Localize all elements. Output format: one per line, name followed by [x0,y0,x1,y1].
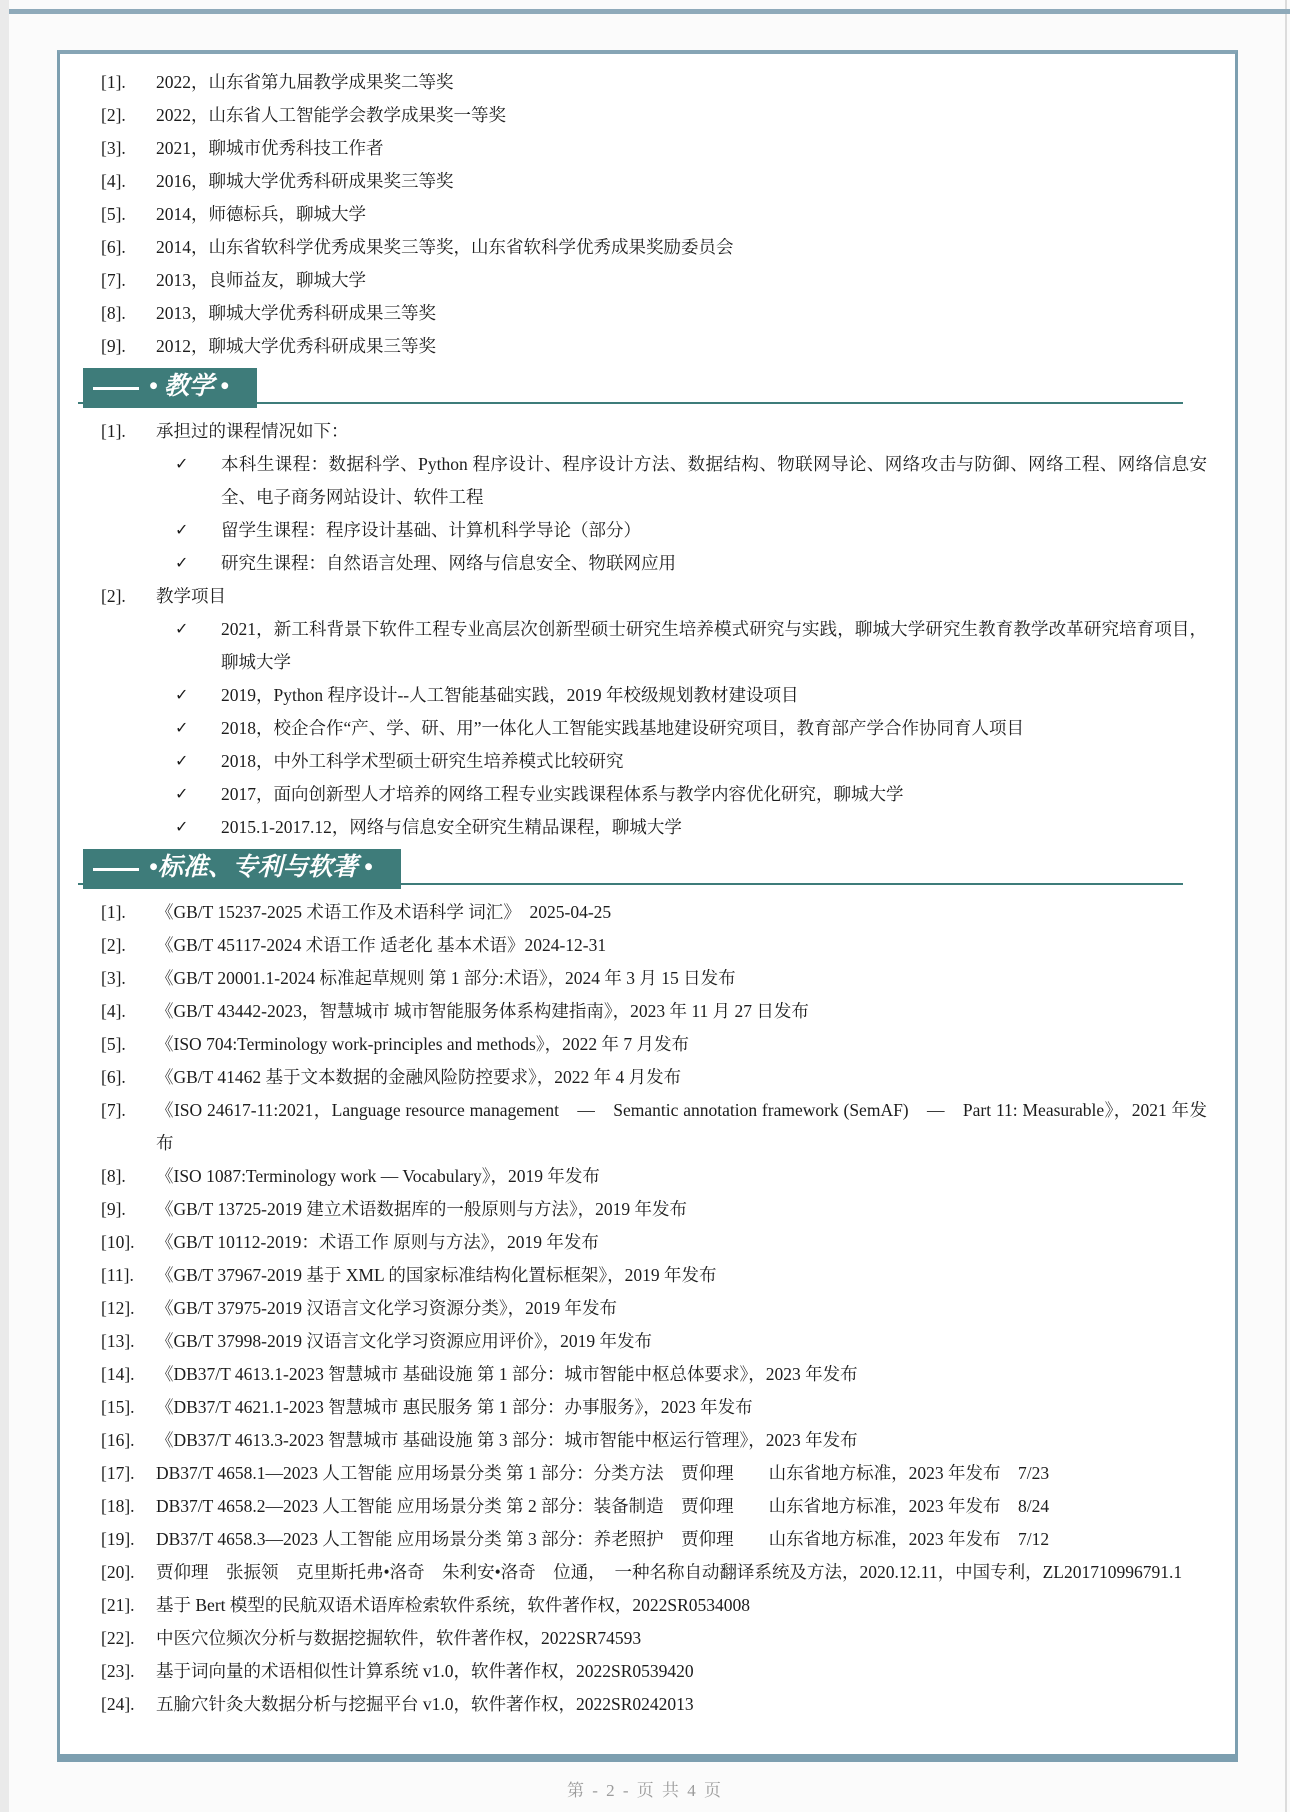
item-number: [4]. [101,171,126,191]
item-marker: ✓ [175,456,189,473]
list-item [101,962,1207,995]
item-number: [17]. [101,1463,135,1483]
item-text: 2012，聊城大学优秀科研成果三等奖 [156,336,436,356]
header-underline-decoration [93,387,139,390]
list-item [101,1094,1207,1160]
item-text: 《GB/T 37967-2019 基于 XML 的国家标准结构化置标框架》，2019 年发布 [156,1265,717,1285]
item-number: [1]. [101,72,126,92]
section-title-standards: •标准、专利与软著 • [149,854,373,881]
list-item [101,995,1207,1028]
item-text: 2022，山东省第九届教学成果奖二等奖 [156,72,454,92]
item-number: [14]. [101,1364,135,1384]
list-item [101,165,1207,198]
item-number: [18]. [101,1496,135,1516]
item-text: 《DB37/T 4613.1-2023 智慧城市 基础设施 第 1 部分：城市智能中枢总体要求》，2023 年发布 [156,1364,858,1384]
item-number: [6]. [101,237,126,257]
list-item [101,66,1207,99]
item-number: [2]. [101,105,126,125]
item-number: [19]. [101,1529,135,1549]
list-item [101,514,1207,547]
item-text: 研究生课程：自然语言处理、网络与信息安全、物联网应用 [221,553,676,573]
list-item [101,132,1207,165]
list-item [101,580,1207,613]
list-item [101,1028,1207,1061]
item-text: DB37/T 4658.3—2023 人工智能 应用场景分类 第 3 部分：养老照护 贾仰理 山东省地方标准，2023 年发布 7/12 [156,1529,1050,1549]
item-text: 《DB37/T 4613.3-2023 智慧城市 基础设施 第 3 部分：城市智能中枢运行管理》，2023 年发布 [156,1430,858,1450]
item-number: [4]. [101,1001,126,1021]
item-text: 留学生课程：程序设计基础、计算机科学导论（部分） [221,520,641,540]
list-item [101,1391,1207,1424]
section-header-teaching [75,368,1207,408]
item-text: 《GB/T 45117-2024 术语工作 适老化 基本术语》2024-12-31 [156,935,607,955]
item-number: [16]. [101,1430,135,1450]
section-title-box [83,368,257,408]
list-item [101,1457,1207,1490]
item-text: 2021，聊城市优秀科技工作者 [156,138,384,158]
item-number: [8]. [101,303,126,323]
section-title-teaching: • 教学 • [149,373,230,400]
list-item [101,1259,1207,1292]
list-item [101,448,1207,514]
item-number: [24]. [101,1694,135,1714]
item-number: [2]. [101,935,126,955]
item-text: DB37/T 4658.1—2023 人工智能 应用场景分类 第 1 部分：分类方法 贾仰理 山东省地方标准，2023 年发布 7/23 [156,1463,1050,1483]
list-item [101,1523,1207,1556]
item-text: 五腧穴针灸大数据分析与挖掘平台 v1.0，软件著作权，2022SR0242013 [156,1694,694,1714]
window-edge-right [1285,0,1287,1812]
item-text: 基于词向量的术语相似性计算系统 v1.0，软件著作权，2022SR0539420 [156,1661,694,1681]
item-number: [13]. [101,1331,135,1351]
document-page [57,50,1238,1762]
item-marker: ✓ [175,621,189,638]
item-number: [22]. [101,1628,135,1648]
section-title-box [83,849,401,889]
item-number: [1]. [101,902,126,922]
item-number: [15]. [101,1397,135,1417]
teaching-list [101,415,1207,844]
list-item [101,264,1207,297]
window-edge-left [0,0,9,1812]
list-item [101,1589,1207,1622]
list-item [101,1424,1207,1457]
list-item [101,778,1207,811]
item-text: 《GB/T 10112-2019：术语工作 原则与方法》，2019 年发布 [156,1232,599,1252]
item-marker: ✓ [175,753,189,770]
item-text: 2014，山东省软科学优秀成果奖三等奖，山东省软科学优秀成果奖励委员会 [156,237,734,257]
item-text: 2018，校企合作“产、学、研、用”一体化人工智能实践基地建设研究项目，教育部产学合作协同育人项目 [221,718,1025,738]
item-text: 《GB/T 41462 基于文本数据的金融风险防控要求》，2022 年 4 月发布 [156,1067,682,1087]
list-item [101,1193,1207,1226]
list-item [101,1358,1207,1391]
item-number: [23]. [101,1661,135,1681]
list-item [101,712,1207,745]
list-item [101,811,1207,844]
item-text: 《GB/T 37998-2019 汉语言文化学习资源应用评价》，2019 年发布 [156,1331,652,1351]
standards-list [101,896,1207,1721]
list-item [101,1556,1207,1589]
item-text: 2017，面向创新型人才培养的网络工程专业实践课程体系与教学内容优化研究，聊城大学 [221,784,904,804]
list-item [101,679,1207,712]
item-text: 《GB/T 20001.1-2024 标准起草规则 第 1 部分:术语》，2024 年 3 月 15 日发布 [156,968,736,988]
list-item [101,745,1207,778]
list-item [101,415,1207,448]
item-marker: ✓ [175,720,189,737]
list-item [101,613,1207,679]
item-text: 2014，师德标兵，聊城大学 [156,204,366,224]
item-marker: ✓ [175,786,189,803]
item-marker: ✓ [175,555,189,572]
item-text: 2013，良师益友，聊城大学 [156,270,366,290]
item-number: [10]. [101,1232,135,1252]
item-text: 基于 Bert 模型的民航双语术语库检索软件系统，软件著作权，2022SR0534008 [156,1595,751,1615]
item-number: [20]. [101,1562,135,1582]
item-number: [11]. [101,1265,134,1285]
list-item [101,198,1207,231]
item-number: [3]. [101,968,126,988]
item-marker: ✓ [175,687,189,704]
item-marker: ✓ [175,522,189,539]
item-text: 《GB/T 43442-2023，智慧城市 城市智能服务体系构建指南》，2023 年 11 月 27 日发布 [156,1001,809,1021]
item-text: 2013，聊城大学优秀科研成果三等奖 [156,303,436,323]
list-item [101,547,1207,580]
list-item [101,297,1207,330]
item-text: 承担过的课程情况如下： [156,421,349,441]
list-item [101,929,1207,962]
item-text: 2022，山东省人工智能学会教学成果奖一等奖 [156,105,506,125]
list-item [101,1160,1207,1193]
list-item [101,1292,1207,1325]
item-marker: [2]. [101,586,126,606]
item-text: 《GB/T 15237-2025 术语工作及术语科学 词汇》 2025-04-25 [156,902,612,922]
item-marker: [1]. [101,421,126,441]
list-item [101,1226,1207,1259]
item-number: [5]. [101,204,126,224]
section-header-standards [75,849,1207,889]
item-text: 贾仰理 张振领 克里斯托弗•洛奇 朱利安•洛奇 位通， 一种名称自动翻译系统及方法，2020.12.11，中国专利，ZL201710996791.1 [156,1562,1183,1582]
page-footer: 第 - 2 - 页 共 4 页 [566,1781,724,1800]
item-number: [8]. [101,1166,126,1186]
window-top-divider [9,9,1290,14]
item-text: 《GB/T 37975-2019 汉语言文化学习资源分类》，2019 年发布 [156,1298,617,1318]
list-item [101,1325,1207,1358]
item-text: 2015.1-2017.12，网络与信息安全研究生精品课程，聊城大学 [221,817,682,837]
item-number: [12]. [101,1298,135,1318]
item-number: [7]. [101,1100,126,1120]
item-number: [21]. [101,1595,135,1615]
list-item [101,1622,1207,1655]
item-number: [3]. [101,138,126,158]
item-text: 《ISO 1087:Terminology work — Vocabulary》，2019 年发布 [156,1166,600,1186]
item-text: 《GB/T 13725-2019 建立术语数据库的一般原则与方法》，2019 年发布 [156,1199,687,1219]
awards-list [101,66,1207,363]
item-text: 2019，Python 程序设计--人工智能基础实践，2019 年校级规划教材建设项目 [221,685,799,705]
item-text: 《DB37/T 4621.1-2023 智慧城市 惠民服务 第 1 部分：办事服务》，2023 年发布 [156,1397,753,1417]
item-number: [9]. [101,1199,126,1219]
item-text: 《ISO 704:Terminology work-principles and methods》，2022 年 7 月发布 [156,1034,689,1054]
item-text: 2018，中外工科学术型硕士研究生培养模式比较研究 [221,751,624,771]
item-text: 2021，新工科背景下软件工程专业高层次创新型硕士研究生培养模式研究与实践，聊城大学研究生教育教学改革研究培育项目，聊城大学 [221,619,1207,672]
item-number: [7]. [101,270,126,290]
list-item [101,896,1207,929]
item-text: 教学项目 [156,586,226,606]
list-item [101,330,1207,363]
list-item [101,99,1207,132]
header-underline-decoration [93,868,139,871]
list-item [101,1061,1207,1094]
item-number: [6]. [101,1067,126,1087]
item-number: [9]. [101,336,126,356]
item-text: 中医穴位频次分析与数据挖掘软件，软件著作权，2022SR74593 [156,1628,642,1648]
item-text: 2016，聊城大学优秀科研成果奖三等奖 [156,171,454,191]
list-item [101,1490,1207,1523]
item-number: [5]. [101,1034,126,1054]
list-item [101,1655,1207,1688]
item-text: DB37/T 4658.2—2023 人工智能 应用场景分类 第 2 部分：装备制造 贾仰理 山东省地方标准，2023 年发布 8/24 [156,1496,1050,1516]
item-text: 《ISO 24617-11:2021，Language resource management — Semantic annotation framework (SemAF) — Part 11: Measurable》，2021 年发布 [156,1100,1207,1153]
item-text: 本科生课程：数据科学、Python 程序设计、程序设计方法、数据结构、物联网导论、网络攻击与防御、网络工程、网络信息安全、电子商务网站设计、软件工程 [221,454,1207,507]
list-item [101,1688,1207,1721]
list-item [101,231,1207,264]
item-marker: ✓ [175,819,189,836]
